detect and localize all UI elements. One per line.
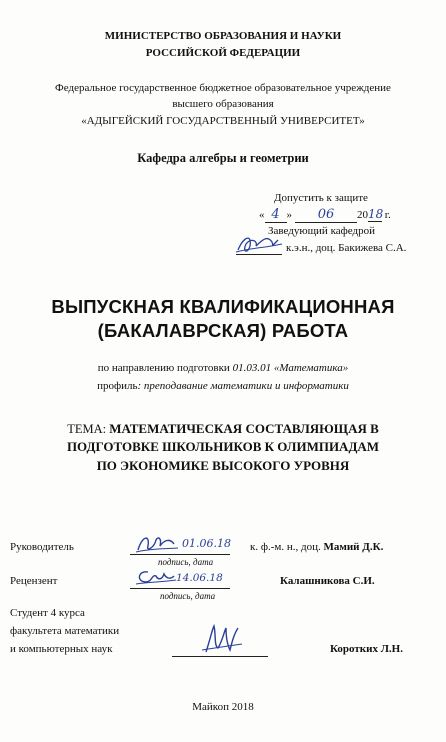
student-line-2: факультета математики: [10, 625, 120, 637]
ministry-line-2: РОССИЙСКОЙ ФЕДЕРАЦИИ: [145, 47, 301, 59]
date-year-field: [368, 207, 382, 222]
student-name: Коротких Л.Н.: [330, 643, 403, 655]
reviewer-date: 14.06.18: [176, 572, 223, 584]
date-year-end: г.: [382, 209, 391, 221]
theme-line-1: [0, 420, 446, 438]
theme-text-1: МАТЕМАТИЧЕСКАЯ СОСТАВЛЯЮЩАЯ В: [109, 421, 379, 436]
theme-line-2: ПОДГОТОВКЕ ШКОЛЬНИКОВ К ОЛИМПИАДАМ: [66, 439, 380, 454]
theme-label: ТЕМА:: [67, 422, 110, 436]
date-quote-open: «: [259, 209, 265, 221]
date-year-suffix: 18: [368, 207, 384, 221]
reviewer-caption: подпись, дата: [160, 591, 216, 601]
supervisor-title: к. ф.-м. н., доц.: [250, 541, 324, 553]
direction-line: [0, 362, 446, 374]
institution-line-2: высшего образования: [172, 98, 274, 110]
date-month-field: [295, 207, 357, 223]
date-month: 06: [317, 207, 335, 222]
reviewer-label: Рецензент: [10, 575, 58, 587]
direction-label: по направлению подготовки: [97, 362, 233, 374]
approval-date: [259, 207, 391, 223]
head-of-department-title: Заведующий кафедрой: [268, 225, 375, 237]
department-name: Кафедра алгебры и геометрии: [137, 151, 309, 165]
profile-value: : преподавание математики и информатики: [137, 380, 349, 392]
supervisor-caption: подпись, дата: [158, 557, 214, 567]
student-line-3: и компьютерных наук: [10, 643, 113, 655]
admit-to-defense: Допустить к защите: [274, 192, 368, 204]
supervisor-title-name: [250, 541, 383, 553]
head-signature: [234, 232, 284, 256]
profile-label: профиль: [97, 380, 138, 392]
supervisor-name: Мамий Д.К.: [323, 541, 384, 553]
supervisor-signature: [134, 530, 184, 556]
ministry-line-1: МИНИСТЕРСТВО ОБРАЗОВАНИЯ И НАУКИ: [104, 30, 342, 42]
date-day-field: [265, 207, 287, 223]
student-signature: [200, 620, 244, 660]
student-line-1: Студент 4 курса: [10, 607, 85, 619]
supervisor-date: 01.06.18: [182, 537, 231, 550]
profile-line: [0, 380, 446, 392]
reviewer-name: Калашникова С.И.: [280, 575, 375, 587]
direction-value: 01.03.01 «Математика»: [232, 362, 349, 374]
university-name: «АДЫГЕЙСКИЙ ГОСУДАРСТВЕННЫЙ УНИВЕРСИТЕТ»: [81, 115, 365, 127]
date-day: 4: [271, 207, 280, 222]
city-year: Майкоп 2018: [192, 701, 254, 713]
head-name: к.э.н., доц. Бакижева С.А.: [286, 242, 407, 254]
date-year-prefix: 20: [357, 209, 368, 221]
supervisor-label: Руководитель: [10, 541, 74, 553]
theme-line-3: ПО ЭКОНОМИКЕ ВЫСОКОГО УРОВНЯ: [96, 458, 350, 473]
reviewer-signature: [134, 566, 178, 588]
work-title-line-1: ВЫПУСКНАЯ КВАЛИФИКАЦИОННАЯ: [51, 296, 395, 317]
date-quote-close: »: [286, 209, 292, 221]
institution-line-1: Федеральное государственное бюджетное образовательное учреждение: [55, 82, 391, 94]
work-title-line-2: (БАКАЛАВРСКАЯ) РАБОТА: [97, 320, 349, 341]
